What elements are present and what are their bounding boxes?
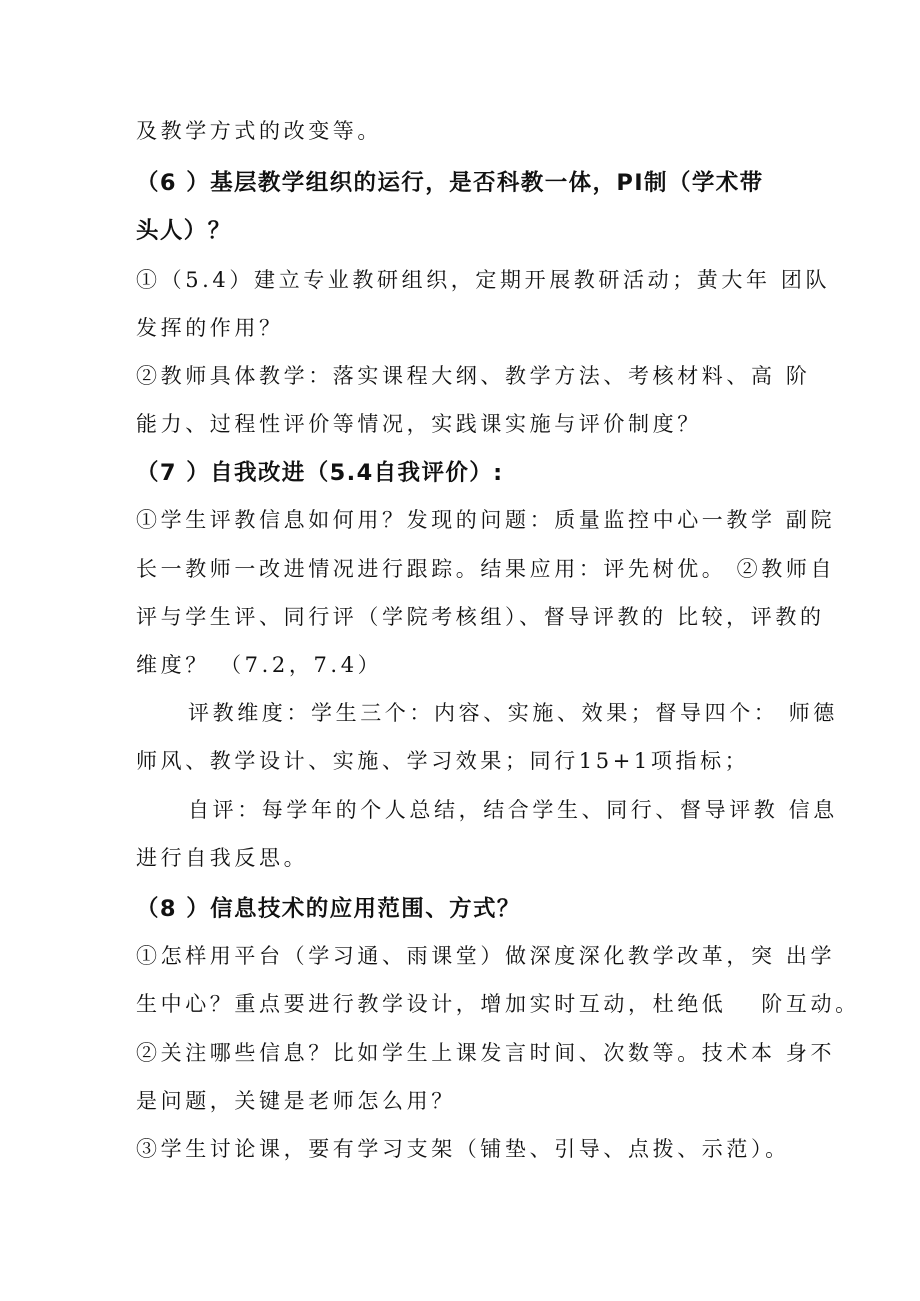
section-heading-6: （6 ）基层教学组织的运行，是否科教一体，PI制（学术带 — [136, 170, 764, 196]
text-line: ①怎样用平台（学习通、雨课堂）做深度深化教学改革，突 出学 — [136, 944, 836, 968]
text-line: 评与学生评、同行评（学院考核组）、督导评教的 比较，评教的 — [136, 605, 825, 629]
text-line: 评教维度：学生三个：内容、实施、效果；督导四个： 师德 — [188, 701, 838, 725]
section-heading-6-cont: 头人）？ — [136, 218, 232, 244]
text-line: 进行自我反思。 — [136, 846, 309, 870]
text-line: ①学生评教信息如何用？发现的问题：质量监控中心一教学 副院 — [136, 508, 836, 532]
text-line: 能力、过程性评价等情况，实践课实施与评价制度？ — [136, 412, 702, 436]
section-heading-8: （8 ）信息技术的应用范围、方式？ — [136, 896, 521, 922]
text-line: ①（5.4）建立专业教研组织，定期开展教研活动；黄大年 团队 — [136, 268, 831, 292]
text-line: 师风、教学设计、实施、学习效果；同行15+1项指标； — [136, 749, 750, 773]
text-line: 维度？ （7.2，7.4） — [136, 653, 383, 677]
text-line: 自评：每学年的个人总结，结合学生、同行、督导评教 信息 — [188, 798, 838, 822]
text-line: ②教师具体教学：落实课程大纲、教学方法、考核材料、高 阶 — [136, 364, 811, 388]
text-line: 长一教师一改进情况进行跟踪。结果应用：评先树优。 ②教师自 — [136, 557, 836, 581]
text-line: 是问题，关键是老师怎么用？ — [136, 1089, 456, 1113]
text-line: 及教学方式的改变等。 — [136, 119, 382, 143]
text-line: 生中心？重点要进行教学设计，增加实时互动，杜绝低 阶互动。 — [136, 992, 860, 1016]
text-line: ③学生讨论课，要有学习支架（铺垫、引导、点拨、示范）。 — [136, 1137, 790, 1161]
section-heading-7: （7 ）自我改进（5.4自我评价）: — [136, 460, 504, 486]
text-line: ②关注哪些信息？比如学生上课发言时间、次数等。技术本 身不 — [136, 1041, 836, 1065]
text-line: 发挥的作用？ — [136, 316, 284, 340]
